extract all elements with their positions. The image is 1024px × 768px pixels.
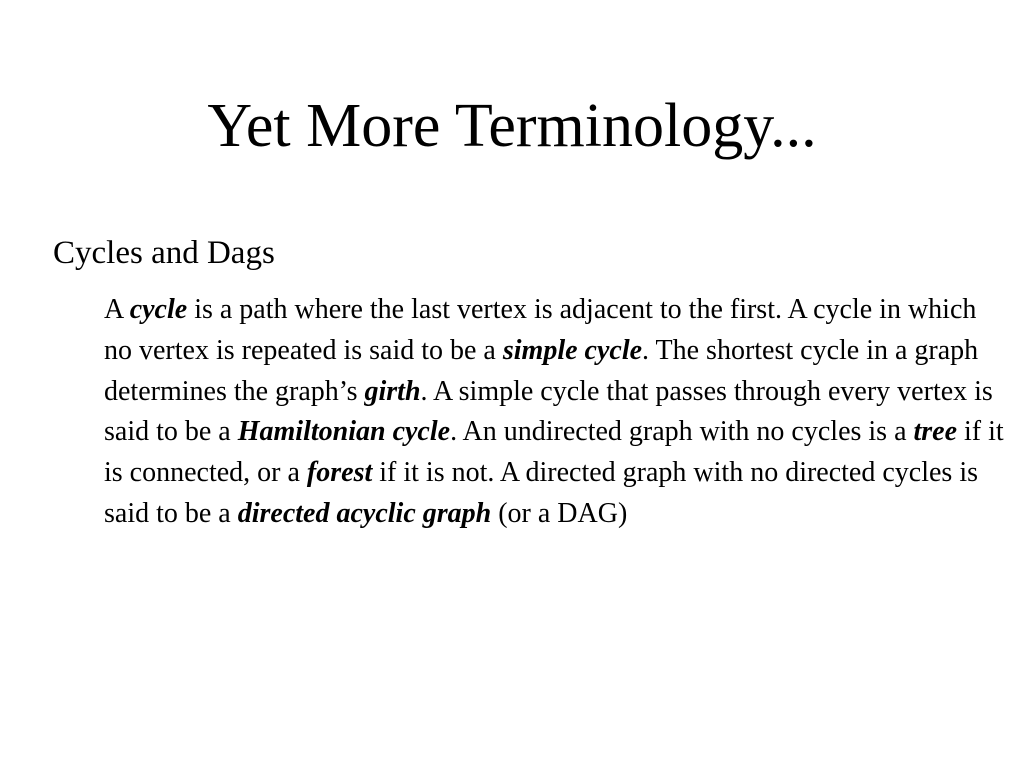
paragraph-text: (or a DAG): [491, 497, 628, 529]
term-cycle: cycle: [129, 294, 188, 325]
paragraph-text: . A simple cycle that passes through every vertex is said to be a: [104, 375, 993, 448]
term-tree: tree: [913, 416, 958, 448]
paragraph-text: if it is connected, or a: [104, 416, 1004, 489]
term-directed-acyclic-graph: directed acyclic graph: [237, 497, 492, 529]
term-girth: girth: [364, 375, 421, 407]
term-forest: forest: [306, 457, 373, 489]
paragraph-text: if it is not. A directed graph with no directed cycles is said to be a: [104, 457, 978, 529]
paragraph-text: A: [104, 294, 130, 325]
paragraph-text: is a path where the last vertex is adjacent to the first. A cycle in which no vertex is repeated is said to be a: [104, 294, 977, 366]
slide-title: Yet More Terminology...: [207, 92, 817, 160]
term-simple-cycle: simple cycle: [502, 334, 643, 366]
definition-paragraph: [104, 290, 1004, 535]
section-heading: Cycles and Dags: [53, 235, 275, 271]
paragraph-text: . The shortest cycle in a graph determines the graph’s: [104, 334, 979, 407]
term-hamiltonian-cycle: Hamiltonian cycle: [237, 416, 451, 448]
paragraph-text: . An undirected graph with no cycles is a: [450, 416, 914, 448]
